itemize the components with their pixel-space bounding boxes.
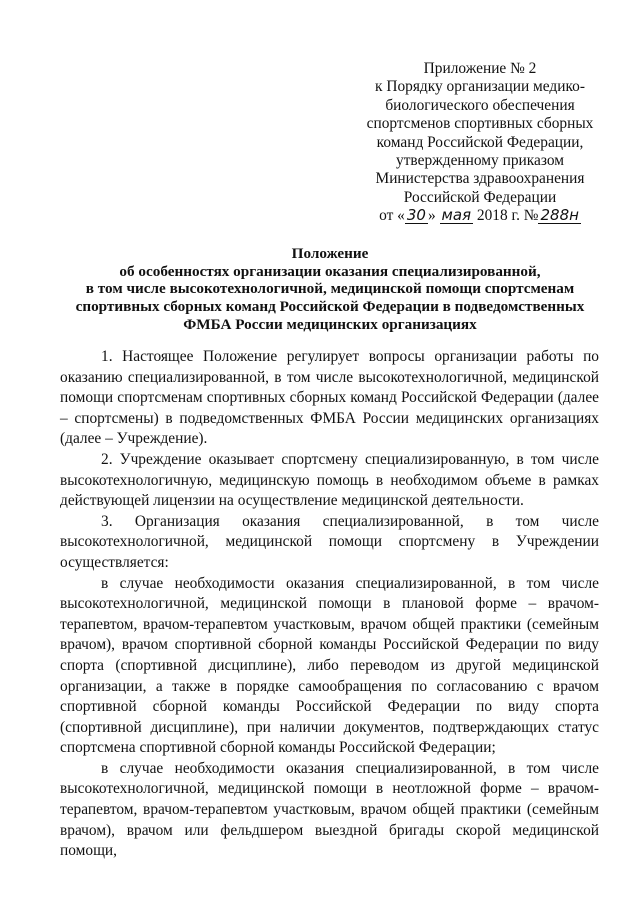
paragraph-1: 1. Настоящее Положение регулирует вопросы организации работы по оказанию специализированной, в том числе высокотехнологичной, медицинской помощи спортсменам спортивных сборных команд Российской Федерации (далее – спортсмены) в подведомственных ФМБА России медицинских организациях (далее – Учреждение). bbox=[60, 348, 599, 448]
title-line: спортивных сборных команд Российской Федерации в подведомственных bbox=[75, 298, 585, 316]
title-line: в том числе высокотехнологичной, медицинской помощи спортсменам bbox=[85, 280, 575, 298]
order-date-line bbox=[330, 207, 630, 225]
paragraph-2: 2. Учреждение оказывает спортсмену специализированную, в том числе высокотехнологичную, медицинскую помощь в необходимом объеме в рамках действующей лицензии на осуществление медицинской деятельности. bbox=[60, 450, 599, 510]
handwritten-order-number: 288н bbox=[540, 206, 579, 225]
year-text: 2018 г. № bbox=[476, 207, 539, 225]
appendix-line: Российской Федерации bbox=[403, 188, 557, 206]
paragraph-3-item-urgent: в случае необходимости оказания специализированной, в том числе высокотехнологичной, медицинской помощи в неотложной форме – врачом-терапевтом, врачом-терапевтом участковым, врачом общей практики (семейным врачом), врачом или фельдшером выездной бригады скорой медицинской помощи, bbox=[60, 759, 599, 860]
date-mid: » bbox=[427, 207, 436, 225]
document-body bbox=[60, 347, 599, 862]
paragraph-3-item-planned: в случае необходимости оказания специализированной, в том числе высокотехнологичной, медицинской помощи в плановой форме – врачом-терапевтом, врачом-терапевтом участковым, врачом общей практики (семейным врачом), врачом спортивной сборной команды Российской Федерации по виду спорта (спортивной дисциплине), либо переводом из другой медицинской организации, а также в порядке самообращения по согласованию с врачом спортивной сборной команды Российской Федерации по виду спорта (спортивной дисциплине), при наличии документов, подтверждающих статус спортсмена спортивной сборной команды Российской Федерации; bbox=[60, 574, 599, 757]
appendix-line: Министерства здравоохранения bbox=[375, 170, 585, 188]
title-line: об особенностях организации оказания специализированной, bbox=[119, 262, 541, 280]
appendix-line: утвержденному приказом bbox=[396, 152, 564, 170]
appendix-line: биологического обеспечения bbox=[385, 96, 575, 114]
appendix-line: к Порядку организации медико- bbox=[375, 78, 585, 96]
document-title bbox=[60, 245, 600, 334]
title-line: ФМБА России медицинских организациях bbox=[183, 315, 477, 333]
date-prefix: от « bbox=[379, 207, 405, 225]
paragraph-3: 3. Организация оказания специализированной, в том числе высокотехнологичной, медицинской помощи спортсмену в Учреждении осуществляется: bbox=[60, 512, 599, 571]
appendix-line: команд Российской Федерации, bbox=[376, 133, 584, 151]
appendix-line: Приложение № 2 bbox=[423, 60, 537, 77]
handwritten-day: 30 bbox=[406, 206, 426, 225]
appendix-line: спортсменов спортивных сборных bbox=[366, 115, 594, 133]
title-line: Положение bbox=[291, 245, 369, 262]
handwritten-month: мая bbox=[441, 206, 472, 225]
appendix-header bbox=[330, 60, 630, 226]
